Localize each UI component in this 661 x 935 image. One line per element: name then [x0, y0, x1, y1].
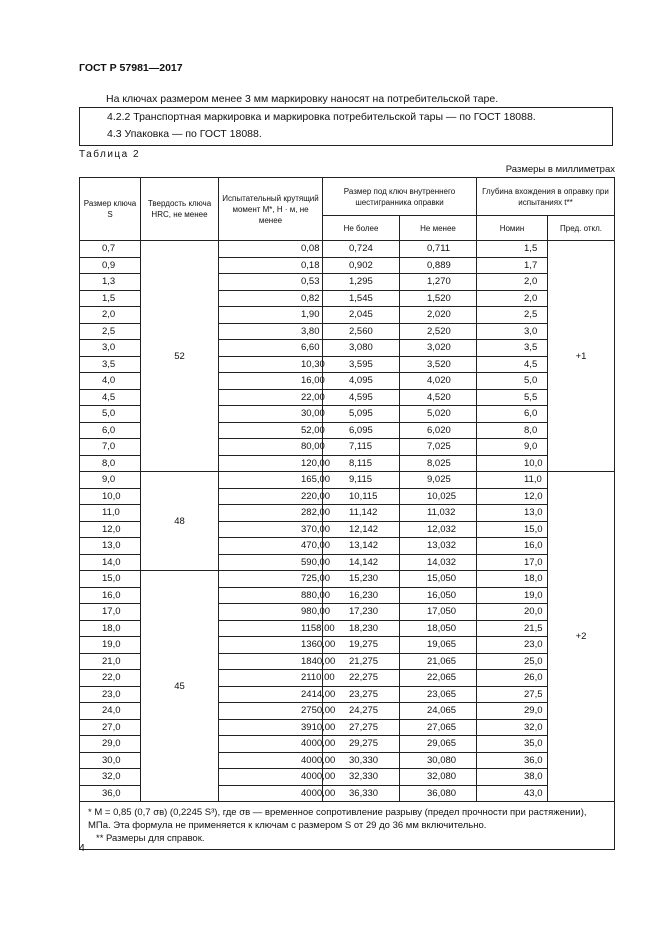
cell-socket-max: 7,115 — [323, 439, 400, 456]
cell-socket-max: 2,560 — [323, 323, 400, 340]
cell-socket-min: 17,050 — [400, 604, 477, 621]
cell-size: 18,0 — [80, 620, 141, 637]
cell-socket-max: 0,902 — [323, 257, 400, 274]
cell-socket-max: 36,330 — [323, 785, 400, 802]
page-number: 4 — [79, 842, 85, 854]
clause-4-3: 4.3 Упаковка — по ГОСТ 18088. — [107, 128, 262, 140]
cell-size: 5,0 — [80, 406, 141, 423]
cell-size: 23,0 — [80, 686, 141, 703]
header-depth-nom: Номин — [477, 216, 548, 241]
cell-socket-max: 0,724 — [323, 241, 400, 258]
clauses-box — [79, 107, 613, 146]
cell-socket-max: 13,142 — [323, 538, 400, 555]
cell-torque: 880,00 — [219, 587, 323, 604]
cell-depth-tol: +1 — [548, 241, 615, 472]
cell-depth-nom: 32,0 — [477, 719, 548, 736]
cell-depth-nom: 36,0 — [477, 752, 548, 769]
table-body — [80, 241, 615, 802]
cell-socket-min: 4,520 — [400, 389, 477, 406]
cell-depth-nom: 8,0 — [477, 422, 548, 439]
cell-socket-min: 30,080 — [400, 752, 477, 769]
cell-socket-max: 3,080 — [323, 340, 400, 357]
header-size: Размер ключа S — [80, 178, 141, 241]
cell-socket-max: 10,115 — [323, 488, 400, 505]
cell-size: 0,9 — [80, 257, 141, 274]
cell-depth-nom: 38,0 — [477, 769, 548, 786]
cell-depth-nom: 9,0 — [477, 439, 548, 456]
cell-socket-min: 32,080 — [400, 769, 477, 786]
cell-depth-nom: 1,5 — [477, 241, 548, 258]
cell-torque: 22,00 — [219, 389, 323, 406]
cell-depth-nom: 1,7 — [477, 257, 548, 274]
cell-depth-nom: 5,5 — [477, 389, 548, 406]
cell-torque: 2414,00 — [219, 686, 323, 703]
cell-size: 1,3 — [80, 274, 141, 291]
cell-size: 1,5 — [80, 290, 141, 307]
cell-socket-min: 15,050 — [400, 571, 477, 588]
cell-depth-nom: 35,0 — [477, 736, 548, 753]
cell-torque: 30,00 — [219, 406, 323, 423]
cell-size: 21,0 — [80, 653, 141, 670]
cell-socket-max: 19,275 — [323, 637, 400, 654]
cell-socket-max: 4,595 — [323, 389, 400, 406]
cell-torque: 52,00 — [219, 422, 323, 439]
cell-size: 4,5 — [80, 389, 141, 406]
cell-size: 9,0 — [80, 472, 141, 489]
cell-torque: 370,00 — [219, 521, 323, 538]
cell-torque: 725,00 — [219, 571, 323, 588]
cell-depth-nom: 19,0 — [477, 587, 548, 604]
cell-torque: 6,60 — [219, 340, 323, 357]
cell-torque: 80,00 — [219, 439, 323, 456]
cell-size: 4,0 — [80, 373, 141, 390]
table-footnotes — [80, 802, 615, 850]
cell-socket-min: 4,020 — [400, 373, 477, 390]
cell-depth-nom: 21,5 — [477, 620, 548, 637]
cell-socket-max: 6,095 — [323, 422, 400, 439]
cell-socket-min: 3,020 — [400, 340, 477, 357]
cell-size: 7,0 — [80, 439, 141, 456]
cell-socket-min: 0,711 — [400, 241, 477, 258]
cell-depth-nom: 18,0 — [477, 571, 548, 588]
cell-socket-max: 22,275 — [323, 670, 400, 687]
cell-torque: 3910,00 — [219, 719, 323, 736]
cell-hardness: 52 — [141, 241, 219, 472]
cell-torque: 2750,00 — [219, 703, 323, 720]
cell-torque: 220,00 — [219, 488, 323, 505]
cell-size: 2,0 — [80, 307, 141, 324]
cell-depth-nom: 17,0 — [477, 554, 548, 571]
header-depth: Глубина вхождения в оправку при испытаниях t** — [477, 178, 615, 216]
cell-depth-tol: +2 — [548, 472, 615, 802]
cell-socket-min: 36,080 — [400, 785, 477, 802]
cell-socket-min: 11,032 — [400, 505, 477, 522]
cell-torque: 165,00 — [219, 472, 323, 489]
cell-size: 27,0 — [80, 719, 141, 736]
cell-socket-max: 23,275 — [323, 686, 400, 703]
cell-depth-nom: 2,0 — [477, 274, 548, 291]
cell-size: 32,0 — [80, 769, 141, 786]
cell-size: 8,0 — [80, 455, 141, 472]
cell-depth-nom: 15,0 — [477, 521, 548, 538]
cell-size: 14,0 — [80, 554, 141, 571]
cell-socket-min: 16,050 — [400, 587, 477, 604]
cell-size: 3,0 — [80, 340, 141, 357]
cell-socket-max: 32,330 — [323, 769, 400, 786]
header-torque: Испытательный крутящий момент M*, Н · м, не менее — [219, 178, 323, 241]
cell-socket-min: 21,065 — [400, 653, 477, 670]
cell-socket-max: 8,115 — [323, 455, 400, 472]
cell-socket-min: 2,520 — [400, 323, 477, 340]
cell-socket-max: 1,295 — [323, 274, 400, 291]
table-row — [80, 472, 615, 489]
cell-depth-nom: 2,0 — [477, 290, 548, 307]
cell-size: 19,0 — [80, 637, 141, 654]
cell-socket-max: 14,142 — [323, 554, 400, 571]
cell-socket-max: 29,275 — [323, 736, 400, 753]
cell-socket-min: 12,032 — [400, 521, 477, 538]
cell-socket-min: 3,520 — [400, 356, 477, 373]
cell-socket-min: 23,065 — [400, 686, 477, 703]
cell-torque: 0,18 — [219, 257, 323, 274]
cell-size: 3,5 — [80, 356, 141, 373]
cell-socket-max: 5,095 — [323, 406, 400, 423]
cell-socket-min: 13,032 — [400, 538, 477, 555]
cell-torque: 1840,00 — [219, 653, 323, 670]
cell-socket-max: 11,142 — [323, 505, 400, 522]
cell-depth-nom: 43,0 — [477, 785, 548, 802]
cell-torque: 120,00 — [219, 455, 323, 472]
table-caption: Таблица 2 — [79, 149, 141, 160]
cell-size: 29,0 — [80, 736, 141, 753]
cell-size: 10,0 — [80, 488, 141, 505]
cell-socket-max: 4,095 — [323, 373, 400, 390]
cell-socket-min: 19,065 — [400, 637, 477, 654]
cell-torque: 1,90 — [219, 307, 323, 324]
cell-socket-min: 24,065 — [400, 703, 477, 720]
header-hardness: Твердость ключа HRC, не менее — [141, 178, 219, 241]
cell-torque: 4000,00 — [219, 736, 323, 753]
cell-socket-max: 16,230 — [323, 587, 400, 604]
cell-size: 13,0 — [80, 538, 141, 555]
cell-depth-nom: 26,0 — [477, 670, 548, 687]
standard-header: ГОСТ Р 57981—2017 — [79, 62, 183, 74]
cell-size: 6,0 — [80, 422, 141, 439]
cell-depth-nom: 20,0 — [477, 604, 548, 621]
cell-size: 22,0 — [80, 670, 141, 687]
cell-depth-nom: 11,0 — [477, 472, 548, 489]
cell-torque: 590,00 — [219, 554, 323, 571]
cell-socket-min: 5,020 — [400, 406, 477, 423]
cell-socket-min: 1,270 — [400, 274, 477, 291]
cell-socket-min: 7,025 — [400, 439, 477, 456]
header-socket: Размер под ключ внутреннего шестигранника оправки — [323, 178, 477, 216]
cell-socket-min: 18,050 — [400, 620, 477, 637]
cell-depth-nom: 12,0 — [477, 488, 548, 505]
cell-torque: 0,08 — [219, 241, 323, 258]
cell-depth-nom: 27,5 — [477, 686, 548, 703]
table-row — [80, 241, 615, 258]
cell-socket-min: 8,025 — [400, 455, 477, 472]
cell-depth-nom: 3,0 — [477, 323, 548, 340]
cell-torque: 282,00 — [219, 505, 323, 522]
cell-socket-max: 17,230 — [323, 604, 400, 621]
cell-torque: 16,00 — [219, 373, 323, 390]
cell-torque: 3,80 — [219, 323, 323, 340]
cell-torque: 10,30 — [219, 356, 323, 373]
cell-torque: 4000,00 — [219, 785, 323, 802]
cell-size: 11,0 — [80, 505, 141, 522]
cell-socket-max: 27,275 — [323, 719, 400, 736]
torque-table — [79, 177, 615, 850]
cell-depth-nom: 25,0 — [477, 653, 548, 670]
cell-torque: 4000,00 — [219, 752, 323, 769]
cell-socket-min: 14,032 — [400, 554, 477, 571]
cell-socket-min: 27,065 — [400, 719, 477, 736]
cell-size: 30,0 — [80, 752, 141, 769]
cell-socket-max: 30,330 — [323, 752, 400, 769]
cell-socket-min: 10,025 — [400, 488, 477, 505]
cell-torque: 1360,00 — [219, 637, 323, 654]
cell-socket-max: 3,595 — [323, 356, 400, 373]
cell-socket-max: 1,545 — [323, 290, 400, 307]
cell-depth-nom: 2,5 — [477, 307, 548, 324]
cell-depth-nom: 13,0 — [477, 505, 548, 522]
cell-depth-nom: 5,0 — [477, 373, 548, 390]
cell-socket-min: 0,889 — [400, 257, 477, 274]
header-socket-max: Не более — [323, 216, 400, 241]
cell-socket-max: 24,275 — [323, 703, 400, 720]
cell-socket-max: 21,275 — [323, 653, 400, 670]
table-row — [80, 571, 615, 588]
cell-depth-nom: 29,0 — [477, 703, 548, 720]
cell-socket-max: 18,230 — [323, 620, 400, 637]
cell-depth-nom: 23,0 — [477, 637, 548, 654]
header-socket-min: Не менее — [400, 216, 477, 241]
cell-socket-min: 2,020 — [400, 307, 477, 324]
cell-size: 15,0 — [80, 571, 141, 588]
cell-depth-nom: 16,0 — [477, 538, 548, 555]
marking-note: На ключах размером менее 3 мм маркировку наносят на потребительской таре. — [106, 93, 499, 105]
cell-socket-max: 12,142 — [323, 521, 400, 538]
cell-hardness: 45 — [141, 571, 219, 802]
cell-size: 17,0 — [80, 604, 141, 621]
cell-depth-nom: 4,5 — [477, 356, 548, 373]
cell-torque: 2110,00 — [219, 670, 323, 687]
table-units: Размеры в миллиметрах — [505, 164, 615, 175]
cell-socket-max: 15,230 — [323, 571, 400, 588]
clause-4-2-2: 4.2.2 Транспортная маркировка и маркировка потребительской тары — по ГОСТ 18088. — [107, 111, 536, 123]
cell-hardness: 48 — [141, 472, 219, 571]
cell-socket-max: 2,045 — [323, 307, 400, 324]
cell-size: 12,0 — [80, 521, 141, 538]
cell-socket-min: 29,065 — [400, 736, 477, 753]
footnote-2: ** Размеры для справок. — [96, 833, 205, 844]
cell-size: 2,5 — [80, 323, 141, 340]
header-depth-tol: Пред. откл. — [548, 216, 615, 241]
cell-size: 36,0 — [80, 785, 141, 802]
cell-torque: 0,53 — [219, 274, 323, 291]
cell-size: 0,7 — [80, 241, 141, 258]
cell-socket-min: 22,065 — [400, 670, 477, 687]
cell-socket-max: 9,115 — [323, 472, 400, 489]
cell-torque: 0,82 — [219, 290, 323, 307]
cell-size: 16,0 — [80, 587, 141, 604]
cell-socket-min: 6,020 — [400, 422, 477, 439]
cell-size: 24,0 — [80, 703, 141, 720]
cell-torque: 470,00 — [219, 538, 323, 555]
cell-torque: 980,00 — [219, 604, 323, 621]
cell-depth-nom: 6,0 — [477, 406, 548, 423]
cell-depth-nom: 3,5 — [477, 340, 548, 357]
footnote-1: * M = 0,85 (0,7 σв) (0,2245 S³), где σв — временное сопротивление разрыву (предел прочности при растяжении), МПа. Эта формула не применяется к ключам с размером S от 29 до 36 мм включительно. — [88, 807, 587, 831]
cell-depth-nom: 10,0 — [477, 455, 548, 472]
cell-socket-min: 9,025 — [400, 472, 477, 489]
cell-torque: 4000,00 — [219, 769, 323, 786]
cell-socket-min: 1,520 — [400, 290, 477, 307]
cell-torque: 1158,00 — [219, 620, 323, 637]
